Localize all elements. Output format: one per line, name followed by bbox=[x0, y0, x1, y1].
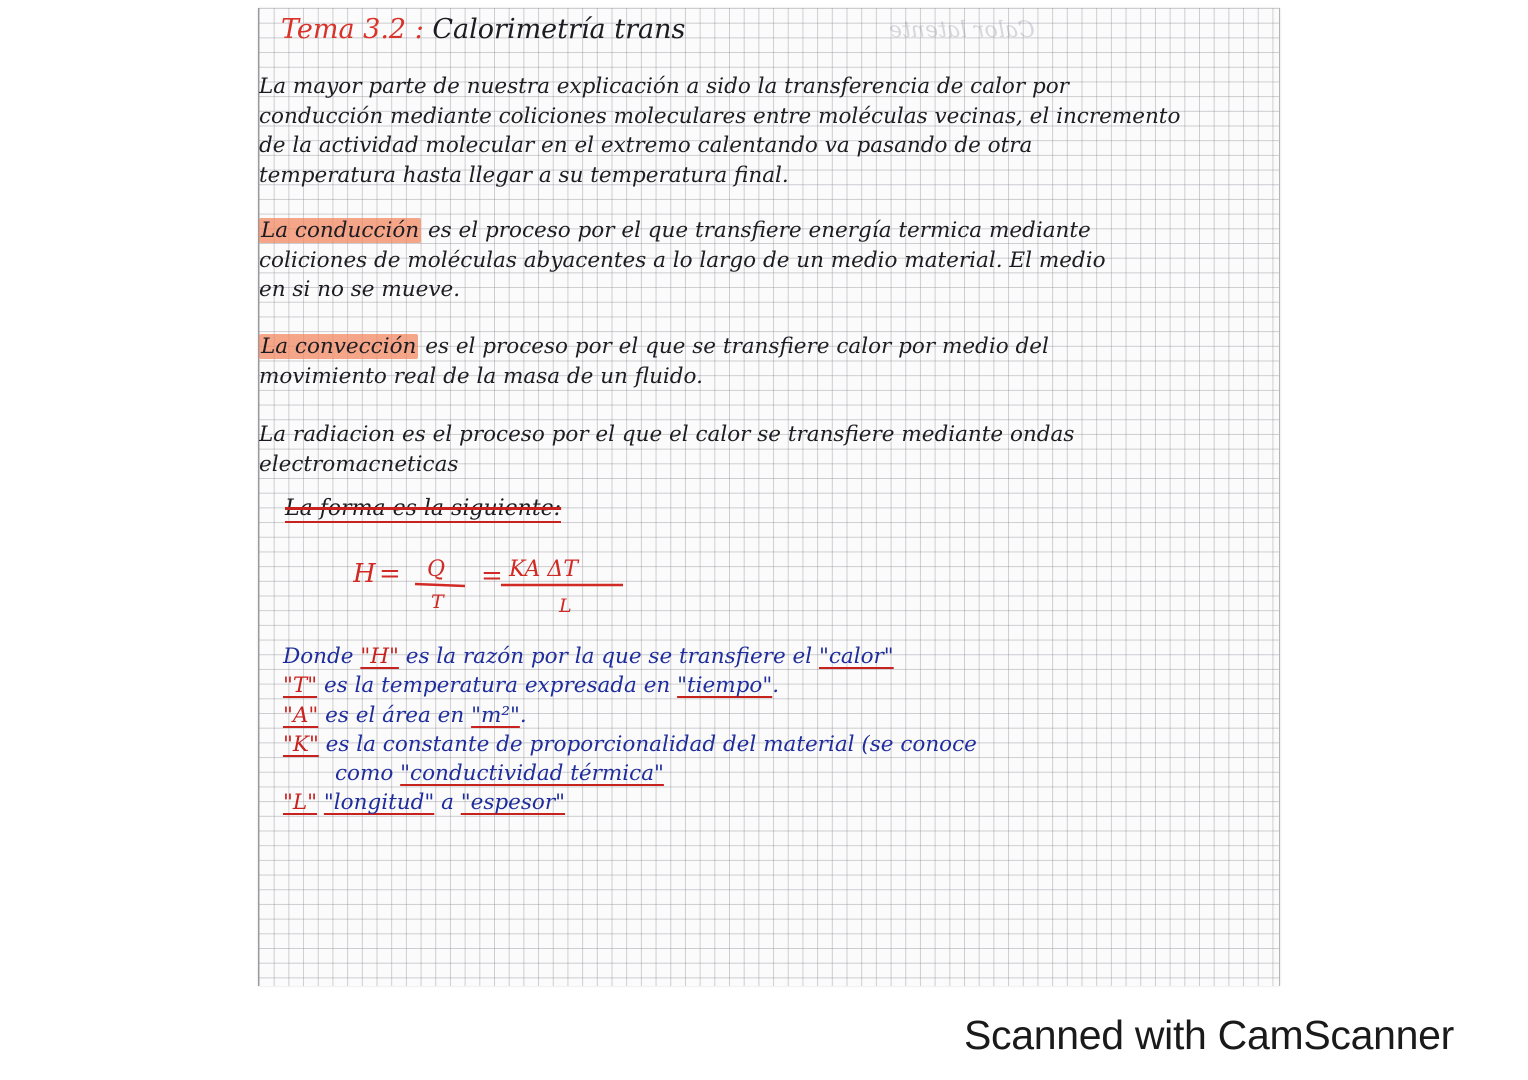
bleed-through-text: Calor latente bbox=[889, 18, 1035, 43]
definition-text: como bbox=[335, 761, 401, 787]
conveccion-paragraph bbox=[259, 332, 1279, 391]
term-tiempo: "tiempo" bbox=[677, 673, 773, 699]
camscanner-watermark: Scanned with CamScanner bbox=[964, 1012, 1454, 1058]
definition-l bbox=[283, 788, 977, 817]
conduccion-text: es el proceso por el que transfiere energía termica mediante bbox=[421, 218, 1091, 243]
intro-line: conducción mediante coliciones moleculares entre moléculas vecinas, el incremento bbox=[259, 103, 1181, 129]
definitions-list bbox=[283, 642, 977, 818]
term-m2: "m²" bbox=[471, 702, 520, 728]
conduccion-term: La conducción bbox=[261, 218, 420, 243]
definition-h bbox=[283, 642, 977, 671]
term-longitud: "longitud" bbox=[323, 790, 435, 816]
definition-text: Donde bbox=[283, 644, 361, 669]
term-conductividad: "conductividad térmica" bbox=[400, 761, 664, 787]
formula-lhs: H bbox=[353, 559, 376, 589]
intro-paragraph bbox=[259, 72, 1279, 190]
definition-a bbox=[283, 701, 977, 730]
fraction-bar-1 bbox=[415, 584, 465, 586]
definition-text bbox=[317, 790, 324, 815]
formula-numerator-2: KA ΔT bbox=[509, 557, 578, 582]
formula-numerator-1: Q bbox=[427, 557, 446, 582]
formula-equals-1: = bbox=[379, 559, 401, 589]
intro-line: de la actividad molecular en el extremo calentando va pasando de otra bbox=[259, 133, 1033, 158]
formula-equals-2: = bbox=[481, 561, 503, 591]
formula-heading: La forma es la siguiente: bbox=[285, 496, 562, 521]
definition-text: a bbox=[434, 790, 461, 816]
page-title bbox=[281, 14, 685, 45]
definition-k-continued bbox=[283, 759, 977, 788]
term-espesor: "espesor" bbox=[460, 790, 566, 816]
conduccion-line bbox=[259, 216, 1279, 246]
term-calor: "calor" bbox=[818, 644, 894, 669]
definition-t bbox=[283, 671, 977, 700]
symbol-a: "A" bbox=[283, 702, 319, 728]
formula-denominator-1: T bbox=[431, 591, 444, 613]
title-colon: : bbox=[406, 14, 433, 45]
conveccion-text: es el proceso por el que se transfiere calor por medio del bbox=[418, 334, 1049, 359]
definition-text: es la razón por la que se transfiere el bbox=[398, 644, 819, 669]
conduccion-line: en si no se mueve. bbox=[259, 277, 461, 302]
intro-line: temperatura hasta llegar a su temperatura final. bbox=[259, 162, 789, 188]
definition-text: es la temperatura expresada en bbox=[317, 673, 678, 699]
formula-denominator-2: L bbox=[559, 595, 572, 616]
heat-flow-formula bbox=[353, 546, 673, 616]
definition-text: es el área en bbox=[318, 702, 472, 728]
radiacion-paragraph bbox=[259, 420, 1279, 479]
notebook-sheet bbox=[258, 8, 1280, 986]
intro-line: La mayor parte de nuestra explicación a sido la transferencia de calor por bbox=[259, 74, 1069, 99]
conveccion-line bbox=[259, 332, 1279, 362]
conduccion-paragraph bbox=[259, 216, 1279, 305]
symbol-k: "K" bbox=[283, 731, 319, 757]
definition-text: . bbox=[519, 702, 527, 728]
definition-k bbox=[283, 730, 977, 759]
conveccion-line: movimiento real de la masa de un fluido. bbox=[259, 363, 703, 389]
definition-text: es la constante de proporcionalidad del material (se conoce bbox=[318, 731, 977, 757]
title-prefix: Tema 3.2 bbox=[281, 14, 407, 45]
symbol-t: "T" bbox=[283, 673, 318, 699]
conduccion-line: coliciones de moléculas abyacentes a lo largo de un medio material. El medio bbox=[259, 247, 1106, 273]
radiacion-line: La radiacion es el proceso por el que el calor se transfiere mediante ondas bbox=[259, 422, 1075, 447]
symbol-l: "L" bbox=[283, 790, 318, 816]
formula-svg bbox=[353, 546, 673, 616]
title-main: Calorimetría trans bbox=[432, 14, 686, 45]
conveccion-term: La convección bbox=[261, 334, 417, 359]
definition-text: . bbox=[772, 673, 780, 699]
radiacion-line: electromacneticas bbox=[259, 451, 459, 477]
symbol-h: "H" bbox=[360, 644, 399, 669]
